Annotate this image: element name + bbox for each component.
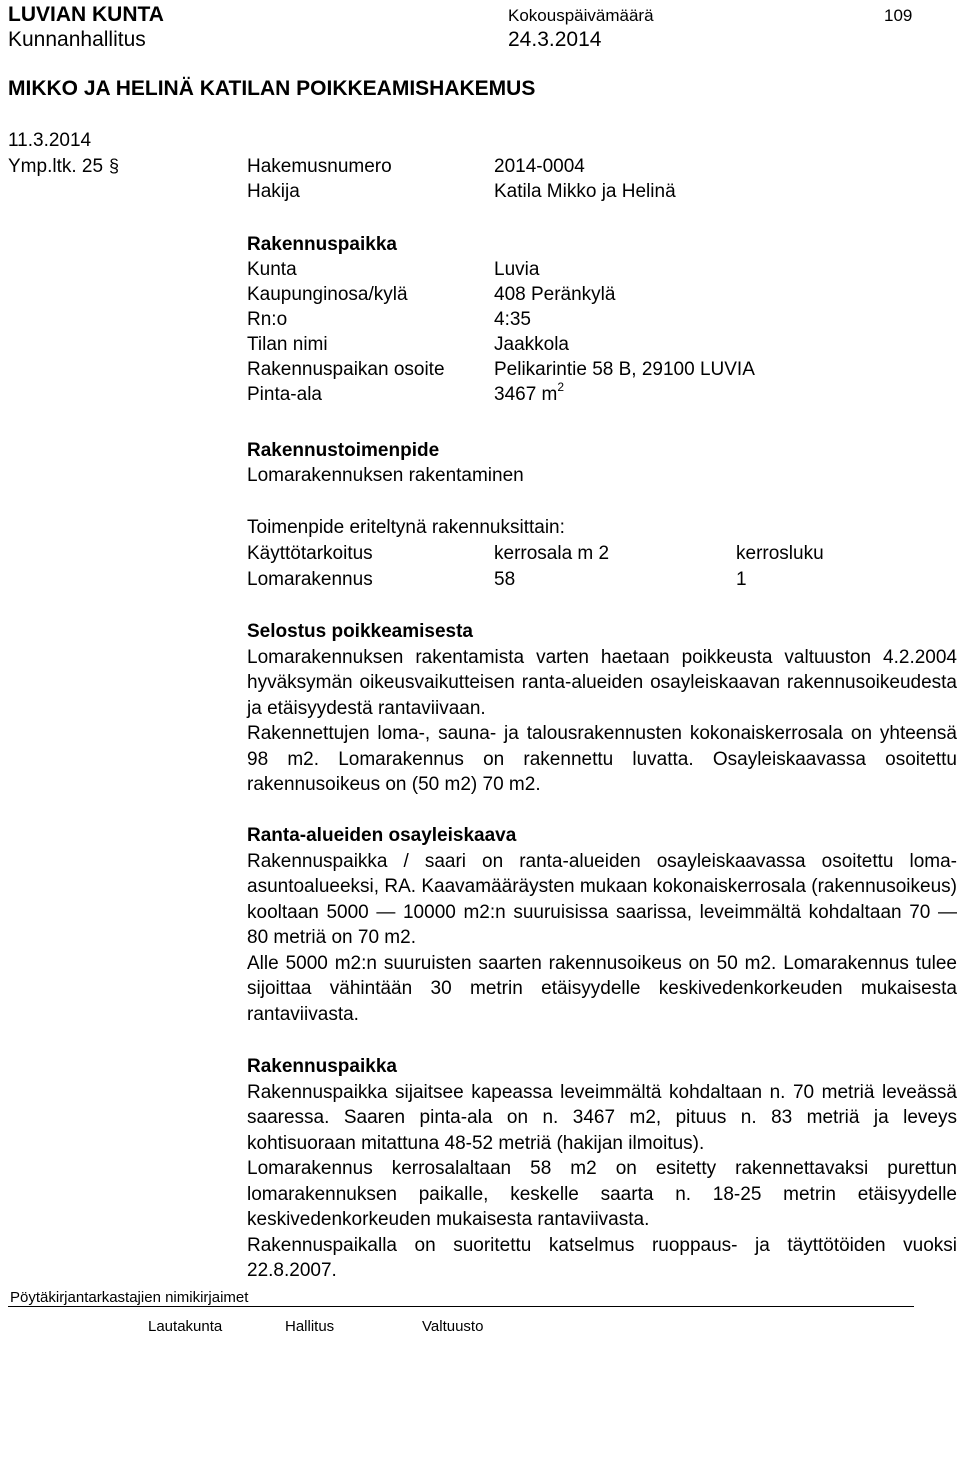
site-row [247,307,957,332]
measure-heading: Rakennustoimenpide [247,440,440,461]
site-row-value: 408 Peränkylä [494,284,616,305]
application-info [247,154,957,204]
site-row-label: Tilan nimi [247,334,328,355]
case-ref-text: Ymp.ltk. 25 [8,156,104,177]
site-description-paragraph: Rakennuspaikka sijaitsee kapeassa leveimmältä kohdaltaan n. 70 metriä leveässä saaressa. Saaren pinta-ala on n. 3467 m2, pituus n. 83 metriä ja leveys kohtisuoraan mitattuna 48-52 metriä (hakijan ilmoitus). [247,1081,957,1154]
measure-text: Lomarakennuksen rakentaminen [247,465,524,486]
table-cell: 1 [736,569,747,590]
application-row [247,179,957,204]
deviation-paragraph: Lomarakennuksen rakentamista varten haetaan poikkeusta valtuuston 4.2.2004 hyväksymän oikeusvaikutteisen ranta-alueiden osayleiskaavan rakennusoikeudesta ja etäisyydestä rantaviivaan. [247,646,957,719]
site-area-label: Pinta-ala [247,384,322,405]
table-cell: Lomarakennus [247,569,373,590]
site-row [247,282,957,307]
case-date: 11.3.2014 [8,130,92,151]
site-area-value: 3467 m [494,384,558,405]
site-description-paragraph: Lomarakennus kerrosalaltaan 58 m2 on esitetty rakennettavaksi purettun lomarakennuksen paikalle, keskelle saarta n. 18-25 metrin etäisyydelle keskivedenkorkeuden mukaisesta rantaviivasta. [247,1158,957,1230]
footer-column-government: Hallitus [285,1318,335,1335]
footer-divider [8,1306,914,1307]
footer-column-board: Lautakunta [148,1318,223,1335]
site-heading: Rakennuspaikka [247,234,397,255]
site-row-value: Luvia [494,259,540,280]
shore-plan-section [247,823,957,1027]
site-row-value: 4:35 [494,309,531,330]
shore-plan-paragraph: Rakennuspaikka / saari on ranta-alueiden osayleiskaavassa osoitettu loma-asuntoalueeksi, RA. Kaavamääräysten mukaan kokonaiskerrosala (rakennusoikeus) kooltaan 5000 — 10000 m2:n suuruisissa saarissa, leveimmältä kohdaltaan 70 — 80 metriä on 70 m2. [247,850,957,948]
application-number-label: Hakemusnumero [247,156,392,177]
buildings-table [247,515,957,593]
column-header: kerrosala m 2 [494,543,610,564]
table-cell: 58 [494,569,516,590]
footer-column-council: Valtuusto [422,1318,484,1335]
deviation-heading: Selostus poikkeamisesta [247,621,473,642]
meeting-date-label: Kokouspäivämäärä [508,6,654,25]
deviation-section [247,619,957,798]
site-description-paragraph: Rakennuspaikalla on suoritettu katselmus ruoppaus- ja täyttötöiden vuoksi 22.8.2007. [247,1234,957,1281]
site-row [247,357,957,382]
site-row [247,257,957,282]
section-sign: § [109,156,120,176]
governing-body: Kunnanhallitus [8,28,146,51]
shore-plan-heading: Ranta-alueiden osayleiskaava [247,825,517,846]
applicant-value: Katila Mikko ja Helinä [494,181,676,202]
document-title: MIKKO JA HELINÄ KATILAN POIKKEAMISHAKEMUS [8,77,536,100]
case-reference [8,154,119,179]
site-area-row [247,379,957,407]
site-row-label: Rn:o [247,309,288,330]
table-row [247,567,957,593]
meeting-date: 24.3.2014 [508,28,602,51]
deviation-paragraph: Rakennettujen loma-, sauna- ja talousrakennusten kokonaiskerrosala on yhteensä 98 m2. Lomarakennus on rakennettu luvatta. Osayleiskaavassa osoitettu rakennusoikeus on (50 m2) 70 m2. [247,723,957,795]
site-area-value-wrap [494,379,957,407]
site-row-label: Rakennuspaikan osoite [247,359,445,380]
organization-name: LUVIAN KUNTA [8,3,164,26]
shore-plan-paragraph: Alle 5000 m2:n suuruisten saarten rakennusoikeus on 50 m2. Lomarakennus tulee sijoittaa vähintään 30 metrin etäisyydelle keskivedenkorkeuden mukaisesta rantaviivasta. [247,952,957,1025]
page-number: 109 [884,6,913,25]
footer-initials-label: Pöytäkirjantarkastajien nimikirjaimet [10,1289,249,1306]
site-area-exponent: 2 [557,379,565,394]
site-info [247,232,957,407]
applicant-label: Hakija [247,181,300,202]
site-row-label: Kaupunginosa/kylä [247,284,408,305]
site-row [247,332,957,357]
column-header: kerrosluku [736,543,824,564]
application-row [247,154,957,179]
buildings-header-row [247,541,957,567]
measure-section [247,438,957,488]
site-row-value: Pelikarintie 58 B, 29100 LUVIA [494,359,755,380]
site-description-section [247,1054,957,1284]
column-header: Käyttötarkoitus [247,543,373,564]
site-description-heading: Rakennuspaikka [247,1056,397,1077]
site-row-value: Jaakkola [494,334,569,355]
site-row-label: Kunta [247,259,297,280]
application-number-value: 2014-0004 [494,156,585,177]
buildings-intro: Toimenpide eriteltynä rakennuksittain: [247,517,565,538]
